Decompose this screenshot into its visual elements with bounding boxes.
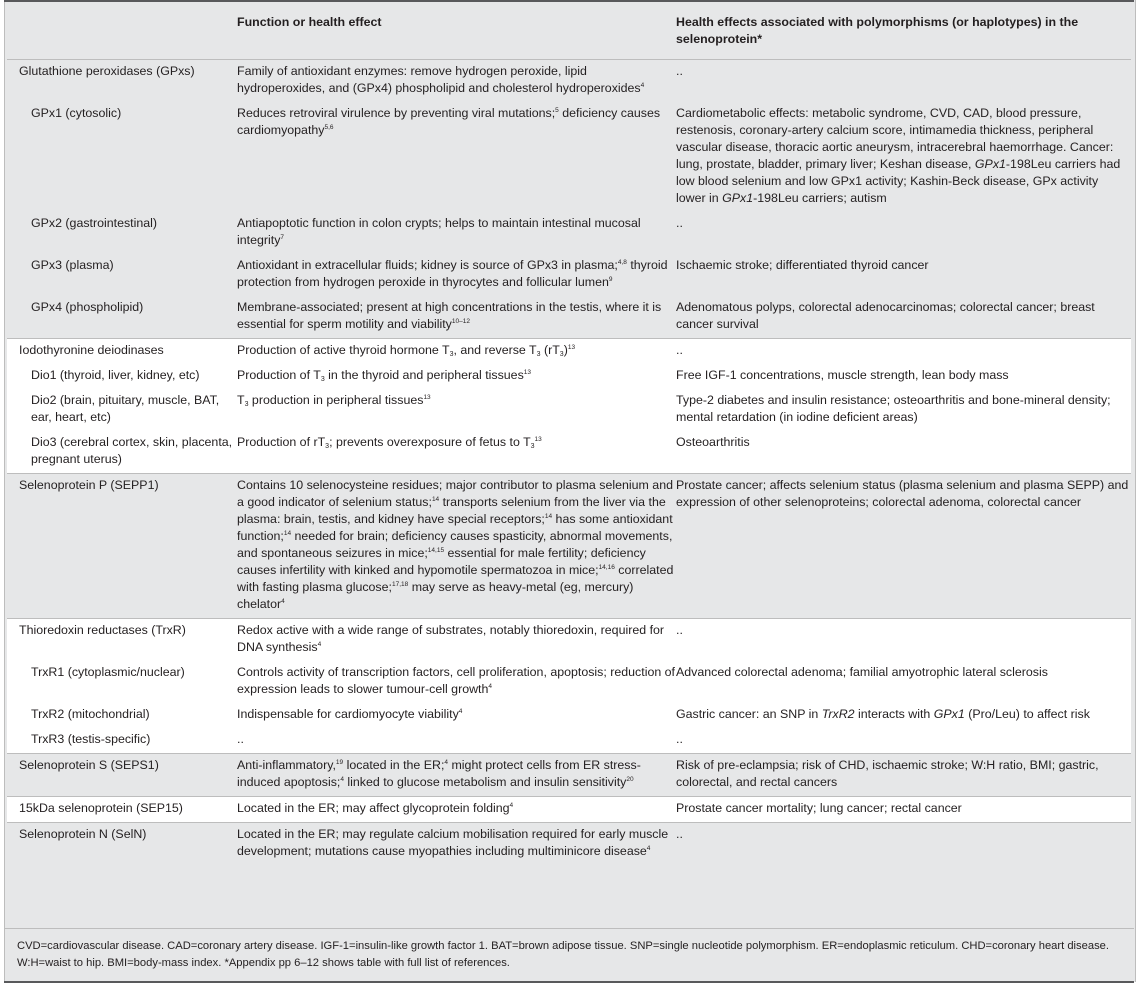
- table-row: [7, 102, 1131, 212]
- protein-effects: Type-2 diabetes and insulin resistance; osteoarthritis and bone-mineral density; mental retardation (in iodine deficient areas): [676, 393, 1111, 424]
- protein-name: TrxR1 (cytoplasmic/nuclear): [31, 665, 185, 679]
- protein-function: Contains 10 selenocysteine residues; major contributor to plasma selenium and a good indicator of selenium status;$^{14}$ transports selenium from the liver via the plasma: brain, testis, and kidney have special receptors;$^{14}$ has some antioxidant function;$^{14}$ needed for brain; deficiency causes spasticity, abnormal movements, and spontaneous seizures in mice;$^{14,15}$ essential for male fertility; deficiency causes infertility with kinked and hypomotile spermatozoa in mice;$^{14,16}$ correlated with fasting plasma glucose;$^{17,18}$ may serve as heavy-metal (eg, mercury) chelator$^4$: [237, 478, 674, 611]
- table-row: [7, 823, 1131, 866]
- protein-name: 15kDa selenoprotein (SEP15): [19, 801, 183, 815]
- table-row: [7, 754, 1131, 797]
- protein-name: TrxR2 (mitochondrial): [31, 707, 150, 721]
- table-row: [7, 364, 1131, 389]
- protein-name: TrxR3 (testis-specific): [31, 732, 151, 746]
- header-col-effects: Health effects associated with polymorphisms (or haplotypes) in the selenoprotein*: [676, 15, 1079, 46]
- selenoprotein-table: [7, 9, 1131, 865]
- protein-function: Located in the ER; may affect glycoprotein folding$^4$: [237, 801, 514, 815]
- protein-function: Antioxidant in extracellular fluids; kidney is source of GPx3 in plasma;$^{4,8}$ thyroid protection from hydrogen peroxide in thyrocytes and follicular lumen$^9$: [237, 258, 668, 289]
- protein-function: Indispensable for cardiomyocyte viability$^4$: [237, 707, 463, 721]
- table-row: [7, 296, 1131, 339]
- protein-function: Controls activity of transcription factors, cell proliferation, apoptosis; reduction of expression leads to slower tumour-cell growth$^4$: [237, 665, 676, 696]
- protein-function: Antiapoptotic function in colon crypts; helps to maintain intestinal mucosal integrity$^7$: [237, 216, 641, 247]
- table-row: [7, 703, 1131, 728]
- protein-name: GPx1 (cytosolic): [31, 106, 122, 120]
- protein-function: Production of active thyroid hormone $T_3$, and reverse $T_3$ $(rT_3)^{13}$: [237, 343, 576, 358]
- protein-function: Production of $T_3$ in the thyroid and peripheral tissues$^{13}$: [237, 368, 532, 383]
- table-row: [7, 389, 1131, 431]
- table-row: [7, 474, 1131, 619]
- protein-function: Family of antioxidant enzymes: remove hydrogen peroxide, lipid hydroperoxides, and (GPx4) phospholipid and cholesterol hydroperoxides$^4$: [237, 64, 645, 95]
- protein-name: Thioredoxin reductases (TrxR): [19, 623, 186, 637]
- bottom-rule: [4, 981, 1134, 983]
- protein-function: Located in the ER; may regulate calcium mobilisation required for early muscle development; mutations cause myopathies including multiminicore disease$^4$: [237, 827, 669, 858]
- protein-effects: Osteoarthritis: [676, 435, 750, 449]
- protein-effects: Prostate cancer; affects selenium status (plasma selenium and plasma SEPP) and expression of other selenoproteins; colorectal adenoma, colorectal cancer: [676, 478, 1129, 509]
- protein-function: Production of $rT_3$; prevents overexposure of fetus to $T_3^{13}$: [237, 435, 542, 450]
- table-row: [7, 212, 1131, 254]
- protein-effects: ..: [676, 827, 683, 841]
- header-col-protein: [7, 9, 237, 60]
- table-footnote: CVD=cardiovascular disease. CAD=coronary artery disease. IGF-1=insulin-like growth factor 1. BAT=brown adipose tissue. SNP=single nucleotide polymorphism. ER=endoplasmic reticulum. CHD=coronary heart disease. W:H=waist to hip. BMI=body-mass index. *Appendix pp 6–12 shows table with full list of references.: [17, 940, 1110, 969]
- protein-name: Dio3 (cerebral cortex, skin, placenta, pregnant uterus): [31, 435, 233, 466]
- protein-effects: Adenomatous polyps, colorectal adenocarcinomas; colorectal cancer; breast cancer survival: [676, 300, 1095, 331]
- protein-effects: Cardiometabolic effects: metabolic syndrome, CVD, CAD, blood pressure, restenosis, coronary-artery calcium score, intimamedia thickness, peripheral vascular disease, thoracic aortic aneurysm, intracerebral haemorrhage. Cancer: lung, prostate, bladder, primary liver; Keshan disease, GPx1-198Leu carriers had low blood selenium and low GPx1 activity; Kashin-Beck disease, GPx activity lower in GPx1-198Leu carriers; autism: [676, 106, 1121, 205]
- header-col-function: Function or health effect: [237, 15, 382, 29]
- protein-function: Membrane-associated; present at high concentrations in the testis, where it is essential for sperm motility and viability$^{10-12}$: [237, 300, 662, 331]
- protein-effects: Risk of pre-eclampsia; risk of CHD, ischaemic stroke; W:H ratio, BMI; gastric, colorectal, and rectal cancers: [676, 758, 1099, 789]
- table-row: [7, 728, 1131, 754]
- protein-name: Glutathione peroxidases (GPxs): [19, 64, 195, 78]
- protein-effects: Ischaemic stroke; differentiated thyroid cancer: [676, 258, 929, 272]
- table-row: [7, 60, 1131, 103]
- table-row: [7, 431, 1131, 474]
- protein-function: $T_3$ production in peripheral tissues$^{13}$: [237, 393, 431, 408]
- protein-name: GPx2 (gastrointestinal): [31, 216, 158, 230]
- protein-name: Dio1 (thyroid, liver, kidney, etc): [31, 368, 200, 382]
- protein-effects: ..: [676, 216, 683, 230]
- protein-name: Iodothyronine deiodinases: [19, 343, 164, 357]
- protein-effects: ..: [676, 623, 683, 637]
- top-rule: [4, 0, 1134, 2]
- protein-function: Reduces retroviral virulence by preventing viral mutations;$^5$ deficiency causes cardiomyopathy$^{5,6}$: [237, 106, 661, 137]
- protein-function: Redox active with a wide range of substrates, notably thioredoxin, required for DNA synthesis$^4$: [237, 623, 665, 654]
- protein-name: Dio2 (brain, pituitary, muscle, BAT, ear, heart, etc): [31, 393, 220, 424]
- protein-effects: Free IGF-1 concentrations, muscle strength, lean body mass: [676, 368, 1009, 382]
- table-row: [7, 339, 1131, 365]
- protein-effects: ..: [676, 343, 683, 357]
- protein-name: Selenoprotein S (SEPS1): [19, 758, 159, 772]
- table-row: [7, 254, 1131, 296]
- protein-name: GPx3 (plasma): [31, 258, 114, 272]
- protein-effects: Advanced colorectal adenoma; familial amyotrophic lateral sclerosis: [676, 665, 1048, 679]
- protein-effects: Prostate cancer mortality; lung cancer; rectal cancer: [676, 801, 962, 815]
- table-row: [7, 619, 1131, 662]
- protein-effects: Gastric cancer: an SNP in TrxR2 interacts with GPx1 (Pro/Leu) to affect risk: [676, 707, 1090, 721]
- protein-effects: ..: [676, 732, 683, 746]
- protein-name: Selenoprotein P (SEPP1): [19, 478, 159, 492]
- protein-effects: ..: [676, 64, 683, 78]
- protein-name: GPx4 (phospholipid): [31, 300, 144, 314]
- protein-name: Selenoprotein N (SelN): [19, 827, 147, 841]
- protein-function: ..: [237, 732, 244, 746]
- protein-function: Anti-inflammatory,$^{19}$ located in the ER;$^4$ might protect cells from ER stress-induced apoptosis;$^4$ linked to glucose metabolism and insulin sensitivity$^{20}$: [237, 758, 641, 789]
- table-row: [7, 661, 1131, 703]
- table-header-row: [7, 9, 1131, 60]
- footnote-rule: [4, 928, 1134, 929]
- table-row: [7, 797, 1131, 823]
